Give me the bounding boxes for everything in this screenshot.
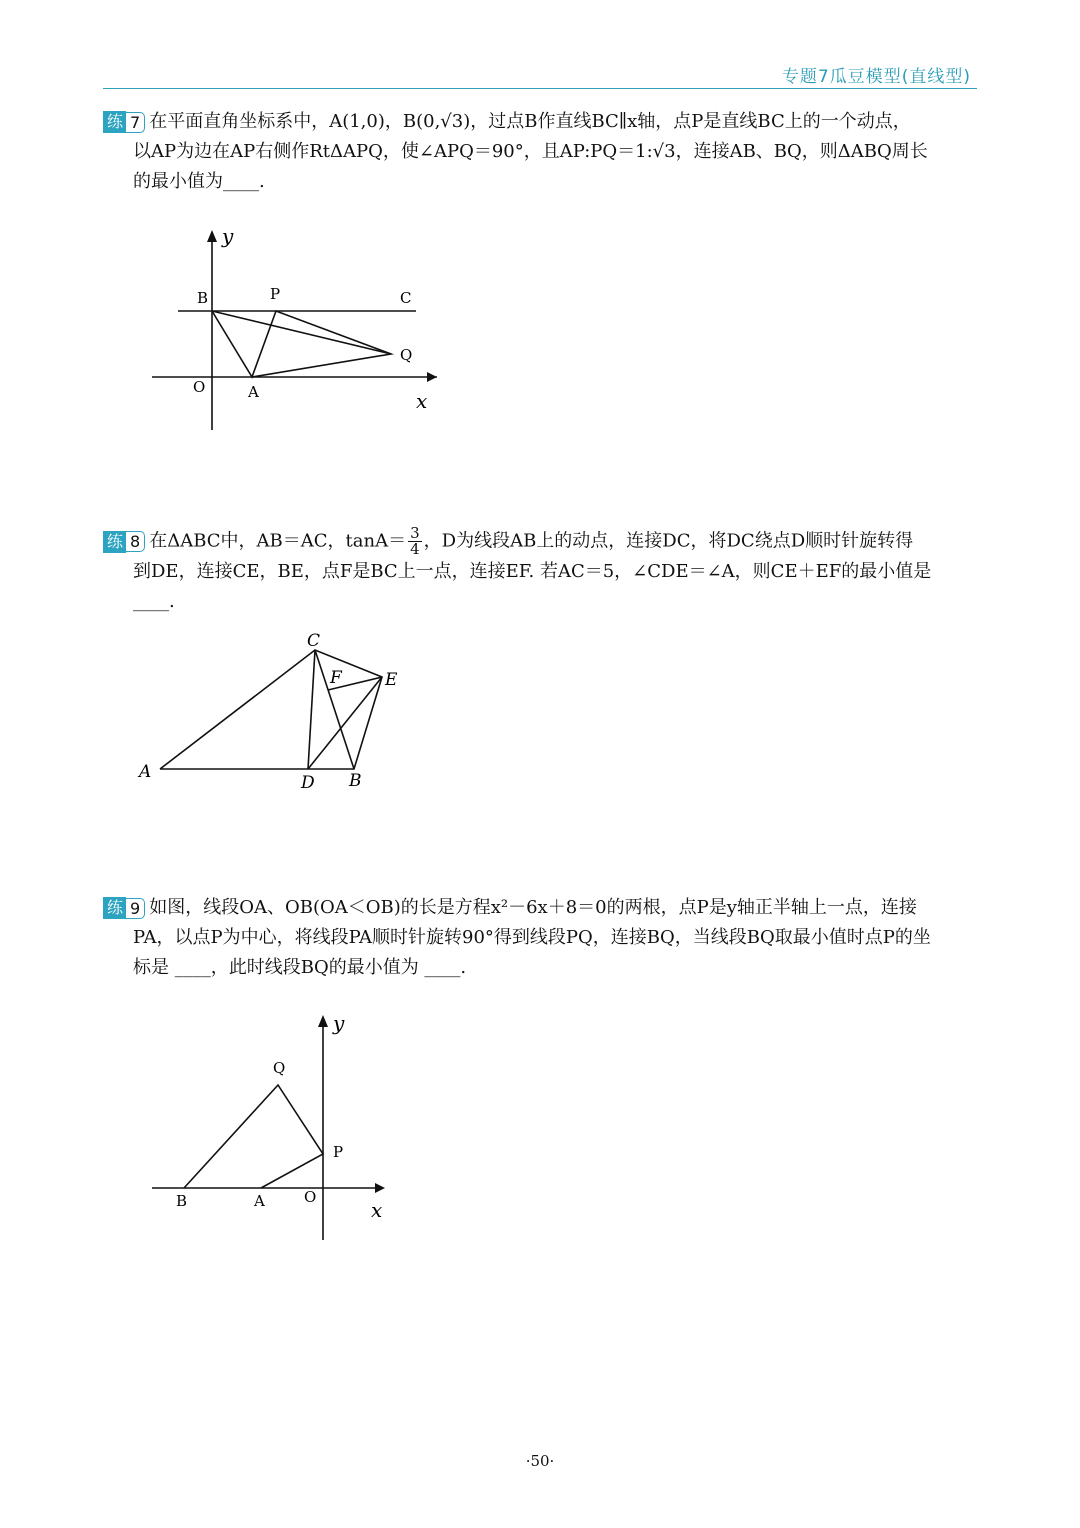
label-b: B	[197, 289, 209, 307]
problem-tag: 练 9	[103, 897, 145, 919]
problem-9-line-1: 练 9 如图，线段OA、OB(OA＜OB)的长是方程x²－6x＋8＝0的两根，点P是y轴正半轴上一点，连接	[103, 893, 983, 923]
bqpa-lines	[184, 1085, 323, 1188]
problem-7-line-1: 练 7 在平面直角坐标系中，A(1,0)，B(0,√3)，过点B作直线BC∥x轴，点P是直线BC上的一个动点，	[103, 107, 983, 137]
label-d: D	[301, 773, 315, 793]
label-o: O	[304, 1188, 317, 1206]
label-o: O	[193, 378, 206, 396]
label-b: B	[349, 771, 362, 791]
problem-tag: 练 7	[103, 111, 145, 133]
label-p: P	[333, 1143, 344, 1161]
label-c: C	[400, 289, 412, 307]
label-x: x	[416, 389, 428, 413]
segment-de	[308, 677, 382, 769]
header-title: 专题7瓜豆模型(直线型)	[781, 67, 971, 87]
problem-7-line-2: 以AP为边在AP右侧作RtΔAPQ，使∠APQ＝90°，且AP:PQ＝1:√3，连接AB、BQ，则ΔABQ周长	[133, 141, 928, 162]
figure-7	[140, 220, 460, 439]
figure-9	[140, 1005, 400, 1249]
problem-9-line-2: PA，以点P为中心，将线段PA顺时针旋转90°得到线段PQ，连接BQ，当线段BQ取最小值时点P的坐	[133, 927, 931, 948]
x-arrow-icon	[375, 1183, 385, 1193]
label-q: Q	[400, 346, 413, 364]
label-y: y	[333, 1011, 345, 1035]
problem-8	[103, 526, 983, 617]
problem-8-line-1: 练 8 在ΔABC中，AB＝AC，tanA＝ $\frac{3}{4}$ ，D为线段AB上的动点，连接DC，将DC绕点D顺时针旋转得	[103, 526, 983, 557]
page-number: ·50·	[525, 1452, 555, 1470]
segment-bq	[212, 311, 391, 354]
label-a: A	[254, 1192, 265, 1210]
page-header	[103, 58, 977, 89]
label-q: Q	[273, 1059, 286, 1077]
problem-7	[103, 107, 983, 197]
label-a: A	[248, 383, 259, 401]
segment-dc	[308, 650, 315, 769]
x-arrow-icon	[427, 372, 437, 382]
problem-tag: 练 8	[103, 531, 145, 553]
label-c: C	[307, 631, 321, 651]
triangle-lines	[212, 311, 391, 377]
label-e: E	[385, 670, 398, 690]
label-x: x	[371, 1198, 383, 1222]
fraction: $\frac{3}{4}$	[410, 524, 420, 558]
label-y: y	[222, 224, 234, 248]
label-b: B	[176, 1192, 188, 1210]
problem-8-line-3: ____.	[133, 591, 175, 612]
problem-8-line-2: 到DE，连接CE，BE，点F是BC上一点，连接EF. 若AC＝5，∠CDE＝∠A，则CE＋EF的最小值是	[133, 561, 932, 582]
y-arrow-icon	[207, 230, 217, 242]
label-f: F	[330, 668, 342, 688]
figure-8	[132, 628, 422, 804]
y-arrow-icon	[318, 1015, 328, 1027]
label-p: P	[270, 285, 281, 303]
problem-9-line-3: 标是 ____，此时线段BQ的最小值为 ____.	[133, 957, 467, 978]
problem-7-line-3: 的最小值为____.	[133, 171, 265, 192]
label-a: A	[139, 762, 152, 782]
problem-9	[103, 893, 983, 983]
